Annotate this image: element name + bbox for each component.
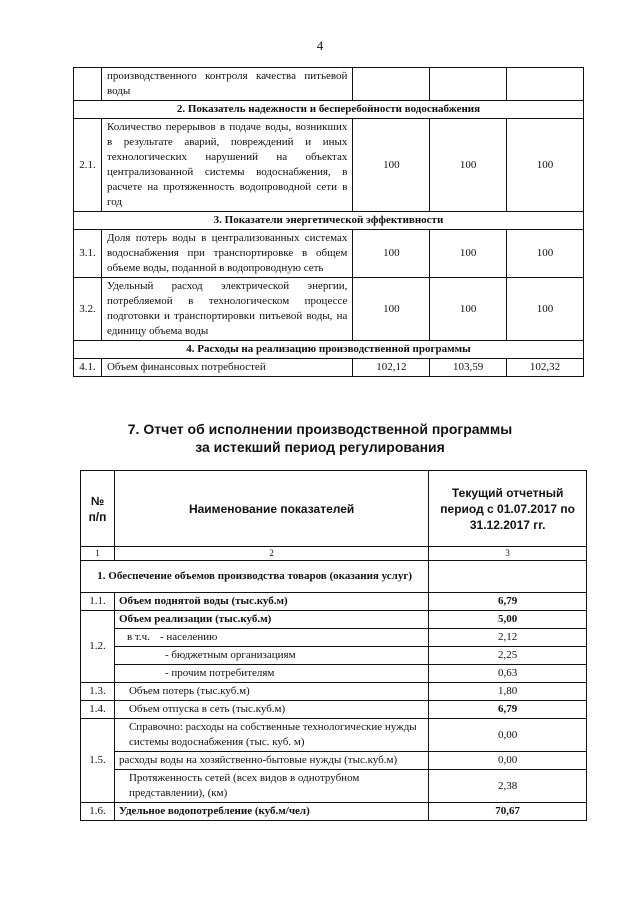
section-header-row (74, 101, 584, 119)
value-cell (507, 68, 584, 101)
indicators-table (73, 67, 584, 377)
value-cell: 103,59 (430, 359, 507, 377)
table-row: - прочим потребителям 0,63 (81, 665, 587, 683)
row-name: Удельный расход электрической энергии, потребляемой в технологическом процессе подготовки и транспортировки питьевой воды, на единицу объема воды (101, 278, 352, 341)
row-number: 2.1. (74, 119, 102, 212)
row-number: 3.2. (74, 278, 102, 341)
table-row: 1.3. Объем потерь (тыс.куб.м) 1,80 (81, 683, 587, 701)
table-row: Протяженность сетей (всех видов в однотрубном представлении), (км) 2,38 (81, 770, 587, 803)
table-row: 1.4. Объем отпуска в сеть (тыс.куб.м) 6,79 (81, 701, 587, 719)
column-numbers-row: 1 2 3 (81, 547, 587, 561)
header-row (81, 471, 587, 547)
section-label: 2. Показатель надежности и бесперебойности водоснабжения (74, 101, 584, 119)
value-cell (430, 68, 507, 101)
table-row: - бюджетным организациям 2,25 (81, 647, 587, 665)
table-row (74, 359, 584, 377)
value-cell: 100 (507, 230, 584, 278)
table-row: расходы воды на хозяйственно-бытовые нужды (тыс.куб.м) 0,00 (81, 752, 587, 770)
section-label: 4. Расходы на реализацию производственной программы (74, 341, 584, 359)
group-row: 1. Обеспечение объемов производства товаров (оказания услуг) (81, 561, 587, 593)
table-row: 1.6. Удельное водопотребление (куб.м/чел) 70,67 (81, 803, 587, 821)
table-row (74, 68, 584, 101)
row-name: Объем финансовых потребностей (101, 359, 352, 377)
value-cell: 100 (430, 278, 507, 341)
row-number: 3.1. (74, 230, 102, 278)
value-cell: 100 (430, 230, 507, 278)
table-row: 1.2. Объем реализации (тыс.куб.м) 5,00 (81, 611, 587, 629)
value-cell: 100 (430, 119, 507, 212)
header-name: Наименование показателей (114, 471, 428, 547)
header-num: № п/п (81, 471, 115, 547)
value-cell: 100 (353, 119, 430, 212)
value-cell: 100 (353, 230, 430, 278)
page-number: 4 (316, 38, 324, 53)
section-header-row (74, 212, 584, 230)
section-7-title: 7. Отчет об исполнении производственной программы за истекший период регулирования (127, 421, 513, 455)
table-row (74, 278, 584, 341)
value-cell (353, 68, 430, 101)
value-cell: 100 (507, 119, 584, 212)
header-period: Текущий отчетный период с 01.07.2017 по 31.12.2017 гг. (429, 471, 587, 547)
section-header-row (74, 341, 584, 359)
row-name: производственного контроля качества питьевой воды (101, 68, 352, 101)
row-name: Доля потерь воды в централизованных системах водоснабжения при транспортировке в общем объеме воды, поданной в водопроводную сеть (101, 230, 352, 278)
value-cell: 102,32 (507, 359, 584, 377)
row-number: 4.1. (74, 359, 102, 377)
section-label: 3. Показатели энергетической эффективности (74, 212, 584, 230)
table-row: 1.1. Объем поднятой воды (тыс.куб.м) 6,79 (81, 593, 587, 611)
table-row: в т.ч. - населению 2,12 (81, 629, 587, 647)
program-report-table (80, 470, 587, 821)
row-number (74, 68, 102, 101)
value-cell: 100 (353, 278, 430, 341)
table-row (74, 119, 584, 212)
row-name: Количество перерывов в подаче воды, возникших в результате аварий, повреждений и иных технологических нарушений на объектах централизованной системы водоснабжения, в расчете на протяженность водопроводной сети в год (101, 119, 352, 212)
value-cell: 100 (507, 278, 584, 341)
table-row: 1.5. Справочно: расходы на собственные технологические нужды системы водоснабжения (тыс. куб. м) 0,00 (81, 719, 587, 752)
table-row (74, 230, 584, 278)
value-cell: 102,12 (353, 359, 430, 377)
